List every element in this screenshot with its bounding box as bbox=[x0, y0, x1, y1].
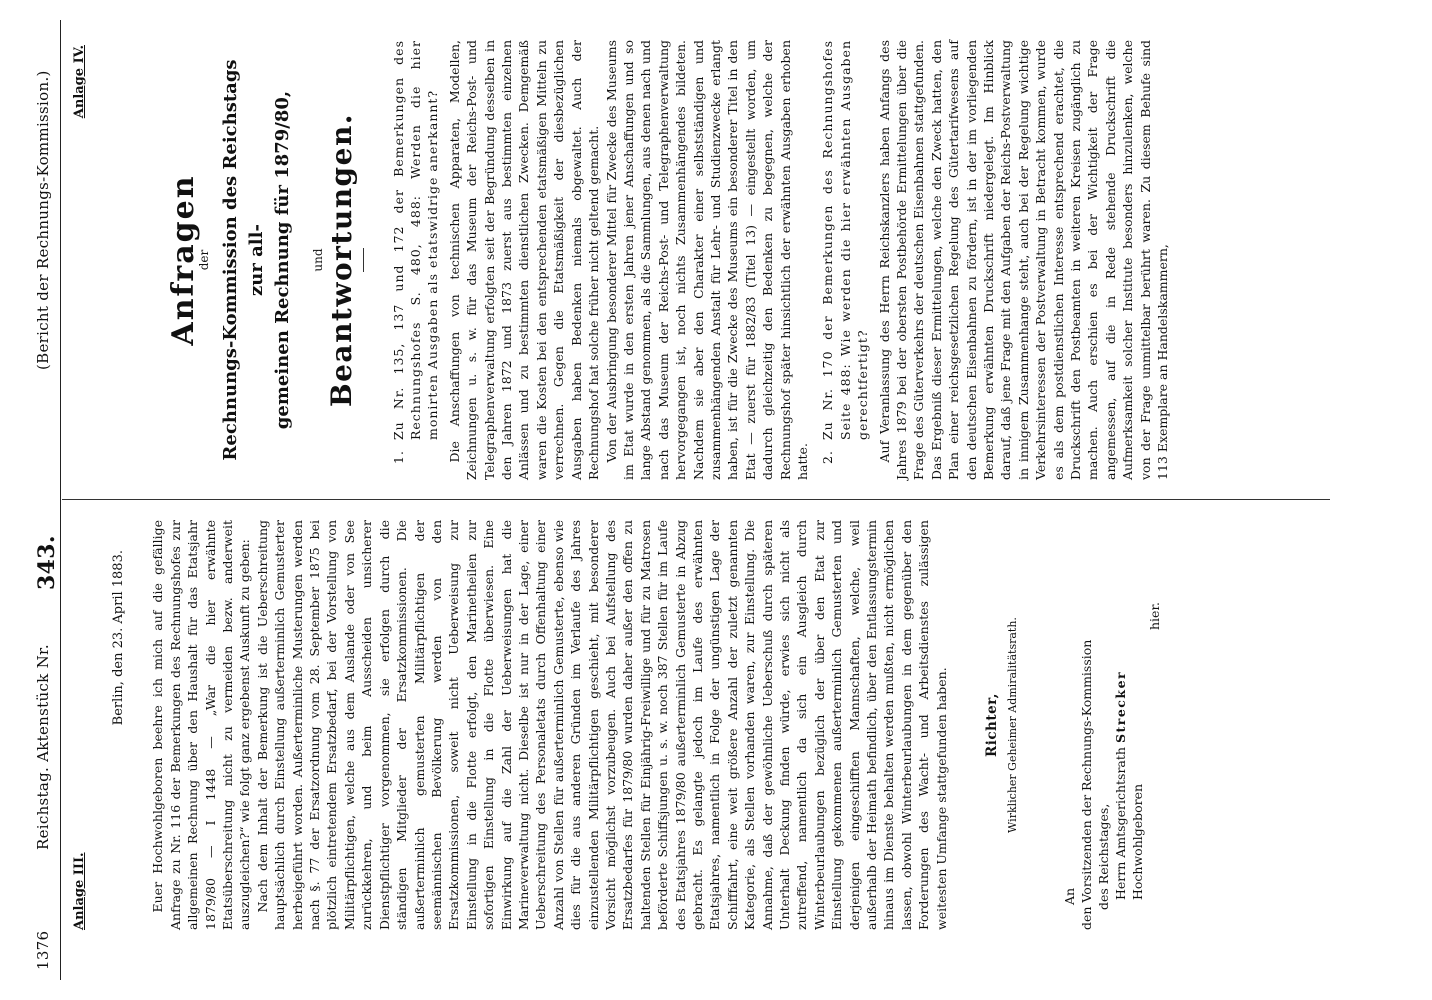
title-connector: und bbox=[310, 248, 325, 272]
title-connector: der bbox=[197, 249, 212, 271]
paragraph: Nach dem Inhalt der Bemerkung ist die Ueberschreitung hauptsächlich durch Einstellung außerterminlich Gemusterter herbeigeführt worden. Außerterminliche Musterungen werden nach §. 77 der Ersatzordnung vom 28. September 1875 bei plötzlich eintretendem Ersatzbedarf, bei der Vorstellung von Militärpflichtigen, welche aus dem Auslande oder von See zurückkehren, und beim Ausscheiden unsicherer Dienstpflichtiger vorgenommen, sie erfolgen durch die ständigen Mitglieder der Ersatzkommissionen. Die außerterminlich gemusterten Militärpflichtigen der seemännischen Bevölkerung werden von den Ersatzkommissionen, soweit nicht Ueberweisung zur Einstellung in die Flotte erfolgt, den Marinetheilen zur sofortigen Einstellung in die Flotte überwiesen. Eine Einwirkung auf die Zahl der Ueberweisungen hat die Marineverwaltung nicht. Dieselbe ist nur in der Lage, einer Ueberschreitung des Personaletats durch Offenhaltung einer Anzahl von Stellen für außerterminlich Gemusterte, ebenso wie dies für die aus anderen Gründen im Verlaufe des Jahres einzustellenden Militärpflichtigen geschieht, mit besonderer Vorsicht möglichst vorzubeugen. Auch bei Aufstellung des Ersatzbedarfes für 1879/80 wurden daher außer den offen zu haltenden Stellen für Einjährig-Freiwillige und für zu Matrosen beförderte Schiffsjungen u. s. w. noch 387 Stellen für im Laufe des Etatsjahres 1879/80 außerterminlich Gemusterte in Abzug gebracht. Es gelangte jedoch im Laufe des erwähnten Etatsjahres, namentlich in Folge der ungünstigen Lage der Schifffahrt, eine weit größere Anzahl der zuletzt genannten Kategorie, als Stellen vorhanden waren, zur Einstellung. Die Annahme, daß der gewöhnliche Ueberschuß durch späteren Unterhalt Deckung finden würde, erwies sich nicht als zutreffend, namentlich da sich ein Ausgleich durch Winterbeurlaubungen bezüglich der über den Etat zur Einstellung gekommenen außerterminlich Gemusterten und derjenigen eingeschifften Mannschaften, welche, weil außerhalb der Heimath befindlich, über den Entlassungstermin hinaus im Dienste behalten werden mußten, nicht ermöglichen lassen, obwohl Winterbeurlaubungen in dem gegenüber den Forderungen des Wacht- und Arbeitsdienstes zulässigen weitesten Umfange stattgefunden haben. bbox=[254, 520, 949, 930]
document-number: 343. bbox=[34, 535, 60, 590]
question-1: 1.Zu Nr. 135, 137 und 172 der Bemerkungen des Rechnungshofes S. 480, 488: Werden die hier monirten Ausgaben als etatswidrige anerkannt? bbox=[390, 40, 441, 464]
left-column bbox=[80, 520, 1163, 930]
address-line: An bbox=[1061, 887, 1077, 905]
question-2: 2.Zu Nr. 170 der Bemerkungen des Rechnungshofes Seite 488: Wie werden die hier erwähnten Ausgaben gerechtfertigt? bbox=[820, 40, 871, 464]
title-divider bbox=[363, 248, 364, 272]
address-name: Strecker bbox=[1112, 670, 1128, 744]
header-rule bbox=[60, 20, 61, 980]
address-line: den Vorsitzenden der Rechnungs-Kommission bbox=[1078, 639, 1094, 930]
dateline: Berlin, den 23. April 1883. bbox=[111, 550, 126, 726]
answer-paragraph: Die Anschaffungen von technischen Apparaten, Modellen, Zeichnungen u. s. w. für das Museum der Reichs-Post- und Telegraphenverwaltung erfolgten seit der Begründung desselben in den Jahren 1872 und 1873 zuerst aus bestimmten einzelnen Anlässen und zu bestimmten dienstlichen Zwecken. Demgemäß waren die Kosten bei den entsprechenden etatsmäßigen Mitteln zu verrechnen. Gegen die Etatsmäßigkeit der diesbezüglichen Ausgaben haben Bedenken niemals obgewaltet. Auch der Rechnungshof hat solche früher nicht geltend gemacht. bbox=[446, 40, 602, 480]
signature-title: Wirklicher Geheimer Admiralitätsrath. bbox=[1005, 617, 1019, 833]
periodical-title: Reichstag. Aktenstück Nr. bbox=[34, 644, 52, 850]
address-title: Herrn Amtsgerichtsrath bbox=[1112, 747, 1128, 900]
paragraph: Euer Hochwohlgeboren beehre ich mich auf die gefällige Anfrage zu Nr. 116 der Bemerkungen des Rechnungshofes zur allgemeinen Rechnung über den Haushalt für das Etatsjahr 1879/80 — I 1448 — „War die hier erwähnte Etatsüberschreitung nicht zu vermeiden bezw. anderweit auszugleichen?“ wie folgt ganz ergebenst Auskunft zu geben: bbox=[150, 520, 253, 930]
page-number: 1376 bbox=[34, 930, 52, 970]
title-main-2: Beantwortungen. bbox=[325, 112, 359, 408]
page-header bbox=[30, 30, 58, 970]
right-column bbox=[80, 40, 1172, 480]
address-line: hier. bbox=[1146, 601, 1162, 630]
title-sub: Rechnungs-Kommission des Reichstags zur all- gemeinen Rechnung für 1879/80, bbox=[219, 59, 293, 461]
report-title: (Bericht der Rechnungs-Kommission.) bbox=[34, 70, 52, 370]
answer-paragraph: Auf Veranlassung des Herrn Reichskanzlers haben Anfangs des Jahres 1879 bei der obersten Postbehörde Ermittelungen über die Frage des Güterverkehrs der deutschen Eisenbahnen stattgefunden. Das Ergebniß dieser Ermittelungen, welche den Zweck hatten, den Plan einer reichsgesetzlichen Regelung des Gütertarifwesens auf den deutschen Eisenbahnen zu fördern, ist in der im vorliegenden Bemerkung erwähnten Druckschrift niedergelegt. Im Hinblick darauf, daß jene Frage mit den Aufgaben der Reichs-Postverwaltung in innigem Zusammenhange steht, auch bei der Regelung wichtige Verkehrsinteressen der Postverwaltung in Betracht kommen, wurde es als dem postdienstlichen Interesse entsprechend erachtet, die Druckschrift den Postbeamten in weiteren Kreisen zugänglich zu machen. Auch erschien es bei der Wichtigkeit der Frage angemessen, auf die in Rede stehende Druckschrift die Aufmerksamkeit solcher Institute besonders hinzulenken, welche von der Frage unmittelbar berührt waren. Zu diesem Behufe sind 113 Exemplare an Handelskammern, bbox=[876, 40, 1171, 480]
address-line bbox=[1112, 520, 1129, 930]
address-line: des Reichstages, bbox=[1095, 803, 1111, 910]
address-line: Hochwohlgeboren bbox=[1129, 783, 1145, 900]
title-block bbox=[166, 40, 364, 480]
signature-name: Richter, bbox=[984, 692, 1001, 758]
annex-label-left: Anlage III. bbox=[72, 852, 87, 930]
column-separator bbox=[62, 499, 1330, 500]
address-block bbox=[1061, 520, 1163, 930]
title-main: Anfragen bbox=[166, 174, 201, 346]
annex-label-right: Anlage IV. bbox=[72, 45, 87, 119]
answer-paragraph: Von der Ausbringung besonderer Mittel für Zwecke des Museums im Etat wurde in den ersten Jahren jener Anschaffungen und so lange Abstand genommen, als die Sammlungen, aus denen nach und nach das Museum der Reichs-Post- und Telegraphenverwaltung hervorgegangen ist, noch nichts Zusammenhängendes bildeten. Nachdem sie aber den Charakter einer selbstständigen und zusammenhängenden Anstalt für Lehr- und Studienzwecke erlangt haben, ist für die Zwecke des Museums ein besonderer Titel in den Etat — zuerst für 1882/83 (Titel 13) — eingestellt worden, um dadurch gleichzeitig den Bedenken zu begegnen, welche der Rechnungshof später hinsichtlich der erwähnten Ausgaben erhoben hatte. bbox=[603, 40, 810, 480]
